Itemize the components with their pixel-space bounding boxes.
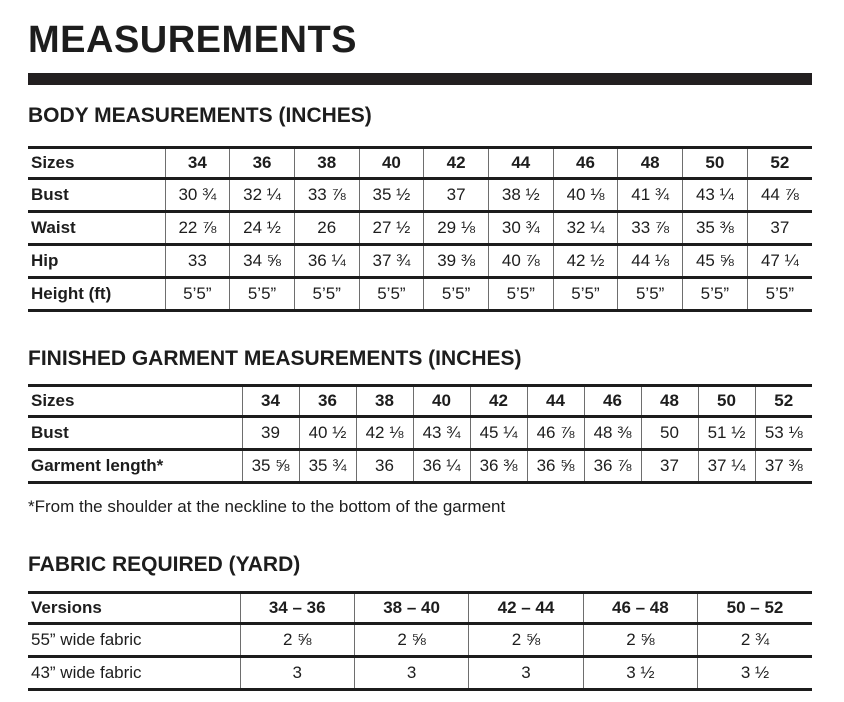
value-cell: 3 ½ [583, 657, 697, 690]
value-cell: 2 ⅝ [469, 624, 583, 657]
value-cell: 44 ⅞ [747, 179, 812, 212]
value-cell: 33 [165, 245, 230, 278]
value-cell: 22 ⅞ [165, 212, 230, 245]
row-label-cell: Hip [31, 251, 59, 270]
table-row [28, 278, 812, 311]
value-cell: 33 ⅞ [294, 179, 359, 212]
value-cell: 39 [242, 417, 299, 450]
value-cell: 3 [240, 657, 354, 690]
value-cell: 35 ½ [359, 179, 424, 212]
value-cell: 47 ¼ [747, 245, 812, 278]
value-cell: 53 ⅛ [755, 417, 812, 450]
value-cell: 3 ½ [698, 657, 812, 690]
value-cell: 51 ½ [698, 417, 755, 450]
value-cell: 29 ⅛ [424, 212, 489, 245]
value-cell: 30 ¾ [488, 212, 553, 245]
value-cell: 44 ⅛ [618, 245, 683, 278]
value-cell: 24 ½ [230, 212, 295, 245]
value-cell: 50 [641, 417, 698, 450]
column-header-cell: 38 – 40 [354, 593, 468, 624]
value-cell: 5’5” [294, 278, 359, 311]
table-header-row [28, 593, 812, 624]
column-header-cell: 48 [641, 386, 698, 417]
value-cell: 39 ⅜ [424, 245, 489, 278]
value-cell: 37 ¾ [359, 245, 424, 278]
page-title: MEASUREMENTS [28, 19, 358, 61]
column-header-cell: 40 [413, 386, 470, 417]
value-cell: 40 ⅞ [488, 245, 553, 278]
finished-garment-heading: FINISHED GARMENT MEASUREMENTS (INCHES) [28, 347, 522, 370]
value-cell: 42 ½ [553, 245, 618, 278]
value-cell: 26 [294, 212, 359, 245]
fabric-required-table [28, 591, 812, 691]
column-header-cell: 40 [359, 148, 424, 179]
value-cell: 36 ⅞ [584, 450, 641, 483]
value-cell: 5’5” [424, 278, 489, 311]
value-cell: 32 ¼ [230, 179, 295, 212]
value-cell: 5’5” [747, 278, 812, 311]
column-header-cell: 50 – 52 [698, 593, 812, 624]
body-measurements-heading: BODY MEASUREMENTS (INCHES) [28, 104, 372, 127]
value-cell: 37 ¼ [698, 450, 755, 483]
column-header-cell: 52 [747, 148, 812, 179]
value-cell: 5’5” [683, 278, 748, 311]
column-header-cell: 44 [527, 386, 584, 417]
column-header-cell: 46 [553, 148, 618, 179]
value-cell: 35 ⅜ [683, 212, 748, 245]
value-cell: 5’5” [618, 278, 683, 311]
table-header-row [28, 386, 812, 417]
value-cell: 30 ¾ [165, 179, 230, 212]
row-label-cell: Height (ft) [31, 284, 112, 303]
value-cell: 45 ⅝ [683, 245, 748, 278]
column-header-cell: 34 – 36 [240, 593, 354, 624]
value-cell: 45 ¼ [470, 417, 527, 450]
value-cell: 5’5” [488, 278, 553, 311]
value-cell: 40 ½ [299, 417, 356, 450]
value-cell: 32 ¼ [553, 212, 618, 245]
value-cell: 5’5” [359, 278, 424, 311]
row-label-cell: 55” wide fabric [31, 630, 142, 649]
value-cell: 35 ¾ [299, 450, 356, 483]
column-header-cell: 46 [584, 386, 641, 417]
value-cell: 38 ½ [488, 179, 553, 212]
value-cell: 5’5” [165, 278, 230, 311]
value-cell: 3 [469, 657, 583, 690]
header-label-cell: Sizes [31, 153, 75, 172]
value-cell: 2 ⅝ [240, 624, 354, 657]
value-cell: 33 ⅞ [618, 212, 683, 245]
column-header-cell: 36 [230, 148, 295, 179]
value-cell: 2 ⅝ [354, 624, 468, 657]
value-cell: 34 ⅝ [230, 245, 295, 278]
table-row [28, 624, 812, 657]
divider-bar [28, 73, 812, 85]
value-cell: 37 ⅜ [755, 450, 812, 483]
row-label-cell: Garment length* [31, 456, 164, 475]
row-label-cell: 43” wide fabric [31, 663, 142, 682]
row-label-cell: Bust [31, 423, 69, 442]
value-cell: 36 ⅜ [470, 450, 527, 483]
column-header-cell: 38 [294, 148, 359, 179]
column-header-cell: 48 [618, 148, 683, 179]
row-label-cell: Bust [31, 185, 69, 204]
value-cell: 43 ¾ [413, 417, 470, 450]
table-row [28, 417, 812, 450]
value-cell: 37 [747, 212, 812, 245]
value-cell: 37 [424, 179, 489, 212]
table-row [28, 212, 812, 245]
column-header-cell: 34 [165, 148, 230, 179]
column-header-cell: 34 [242, 386, 299, 417]
value-cell: 41 ¾ [618, 179, 683, 212]
row-label-cell: Waist [31, 218, 76, 237]
value-cell: 43 ¼ [683, 179, 748, 212]
fabric-required-heading: FABRIC REQUIRED (YARD) [28, 553, 301, 576]
header-label-cell: Versions [31, 598, 102, 617]
value-cell: 48 ⅜ [584, 417, 641, 450]
column-header-cell: 46 – 48 [583, 593, 697, 624]
value-cell: 37 [641, 450, 698, 483]
column-header-cell: 38 [356, 386, 413, 417]
table-row [28, 657, 812, 690]
value-cell: 36 [356, 450, 413, 483]
value-cell: 36 ¼ [413, 450, 470, 483]
table-row [28, 450, 812, 483]
header-label-cell: Sizes [31, 391, 75, 410]
column-header-cell: 42 [470, 386, 527, 417]
garment-length-footnote: *From the shoulder at the neckline to the bottom of the garment [28, 497, 506, 516]
finished-garment-table [28, 384, 812, 484]
value-cell: 36 ⅝ [527, 450, 584, 483]
value-cell: 5’5” [553, 278, 618, 311]
value-cell: 35 ⅝ [242, 450, 299, 483]
body-measurements-table [28, 146, 812, 312]
column-header-cell: 42 – 44 [469, 593, 583, 624]
table-row [28, 179, 812, 212]
value-cell: 40 ⅛ [553, 179, 618, 212]
value-cell: 42 ⅛ [356, 417, 413, 450]
value-cell: 5’5” [230, 278, 295, 311]
column-header-cell: 36 [299, 386, 356, 417]
value-cell: 2 ¾ [698, 624, 812, 657]
column-header-cell: 44 [488, 148, 553, 179]
value-cell: 3 [354, 657, 468, 690]
value-cell: 36 ¼ [294, 245, 359, 278]
value-cell: 27 ½ [359, 212, 424, 245]
column-header-cell: 52 [755, 386, 812, 417]
table-row [28, 245, 812, 278]
column-header-cell: 50 [698, 386, 755, 417]
column-header-cell: 42 [424, 148, 489, 179]
column-header-cell: 50 [683, 148, 748, 179]
table-header-row [28, 148, 812, 179]
value-cell: 46 ⅞ [527, 417, 584, 450]
value-cell: 2 ⅝ [583, 624, 697, 657]
